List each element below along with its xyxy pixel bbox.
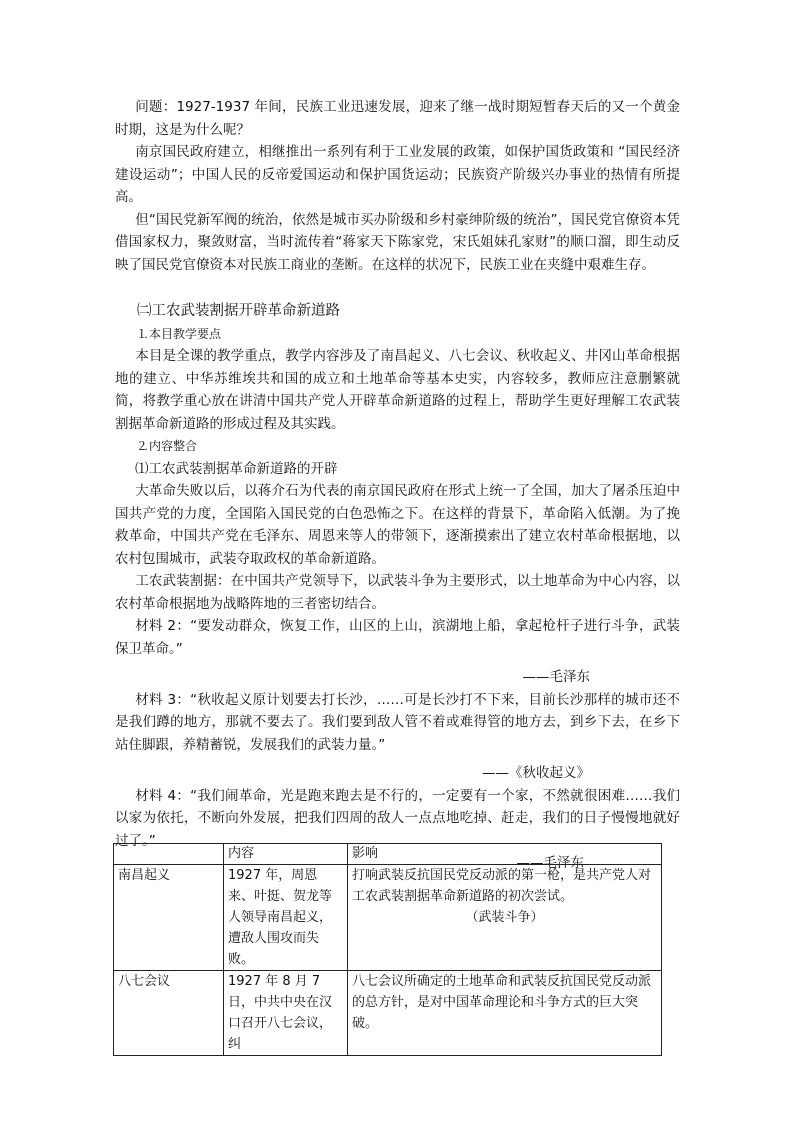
table-row xyxy=(114,971,662,1056)
table-header-cell: 内容 xyxy=(224,844,348,865)
point1-title: ⒈本目教学要点 xyxy=(137,326,222,341)
point1-text: 本目是全课的教学重点，教学内容涉及了南昌起义、八七会议、秋收起义、井冈山革命根据地的建立、中华苏维埃共和国的成立和土地革命等基本史实，内容较多，教师应注意删繁就简，将教学重心放在讲清中国共产党人开辟革命新道路的过程上，帮助学生更好理解工农武装割据革命新道路的形成过程及其实践。 xyxy=(115,348,680,432)
row-content-cell: 1927 年 8 月 7 日，中共中央在汉口召开八七会议，纠 xyxy=(224,971,348,1056)
material-4: 材料 4：“我们闹革命，光是跑来跑去是不行的，一定要有一个家，不然就很困难……我们以家为依托，不断向外发展，把我们四周的敌人一点点地吃掉、赶走，我们的日子慢慢地就好过了。” xyxy=(115,787,680,849)
material-4-source: ——毛泽东 xyxy=(516,855,584,871)
impact-text: 八七会议所确定的土地革命和武装反抗国民党反动派的总方针，是对中国革命理论和斗争方式的巨大突破。 xyxy=(352,974,652,1031)
row-impact-cell xyxy=(348,971,662,1056)
table-header-cell: 影响 xyxy=(348,844,662,865)
row-name-cell: 八七会议 xyxy=(114,971,224,1056)
material-2-source: ——毛泽东 xyxy=(522,669,590,685)
material-2: 材料 2：“要发动群众，恢复工作，山区的上山，滨湖地上船，拿起枪杆子进行斗争，武装保卫革命。” xyxy=(115,618,680,657)
definition-paragraph: 工农武装割据：在中国共产党领导下，以武装斗争为主要形式，以土地革命为中心内容，以农村革命根据地为战略阵地的三者密切结合。 xyxy=(115,573,680,612)
summary-table xyxy=(113,843,662,1056)
impact-text: 打响武装反抗国民党反动派的第一枪，是共产党人对工农武装割据革命新道路的初次尝试。 xyxy=(352,868,652,904)
row-name-cell: 南昌起义 xyxy=(114,865,224,971)
paragraph-policy: 南京国民政府建立，相继推出一系列有利于工业发展的政策，如保护国货政策和 “国民经济建设运动”；中国人民的反帝爱国运动和保护国货运动；民族资产阶级兴办事业的热情有所提高。 xyxy=(115,144,680,205)
point2-title: ⒉内容整合 xyxy=(137,439,198,453)
sub1-text: 大革命失败以后，以蒋介石为代表的南京国民政府在形式上统一了全国，加大了屠杀压迫中国共产党的力度，全国陷入国民党的白色恐怖之下。在这样的背景下，革命陷入低潮。为了挽救革命，中国共产党在毛泽东、周恩来等人的带领下，逐渐摸索出了建立农村革命根据地，以农村包围城市，武装夺取政权的革命新道路。 xyxy=(115,483,680,567)
material-3-source: ——《秋收起义》 xyxy=(482,765,590,781)
sub1-title: ⑴工农武装割据革命新道路的开辟 xyxy=(135,460,338,477)
table-row xyxy=(114,865,662,971)
row-impact-cell xyxy=(348,865,662,971)
row-content-cell: 1927 年，周恩来、叶挺、贺龙等人领导南昌起义，遭敌人围攻而失败。 xyxy=(224,865,348,971)
paragraph-bureaucratic-capital: 但“国民党新军阀的统治，依然是城市买办阶级和乡村豪绅阶级的统治”，国民党官僚资本凭借国家权力，聚敛财富，当时流传着“蒋家天下陈家党，宋氏姐妹孔家财”的顺口溜，即生动反映了国民党官僚资本对民族工商业的垄断。在这样的状况下，民族工业在夹缝中艰难生存。 xyxy=(115,211,680,273)
material-3: 材料 3：“秋收起义原计划要去打长沙，……可是长沙打不下来，目前长沙那样的城市还不是我们蹲的地方，那就不要去了。我们要到敌人管不着或难得管的地方去，到乡下去，在乡下站住脚跟，养精蓄锐，发展我们的武装力量。” xyxy=(115,691,680,753)
document-body xyxy=(115,96,680,875)
table-header-cell xyxy=(114,844,224,865)
section-heading: ㈡工农武装割据开辟革命新道路 xyxy=(137,303,340,319)
table-header-row xyxy=(114,844,662,865)
impact-note: （武装斗争） xyxy=(465,910,544,925)
question-paragraph: 问题：1927-1937 年间，民族工业迅速发展，迎来了继一战时期短暂春天后的又一个黄金时期，这是为什么呢？ xyxy=(115,99,680,138)
